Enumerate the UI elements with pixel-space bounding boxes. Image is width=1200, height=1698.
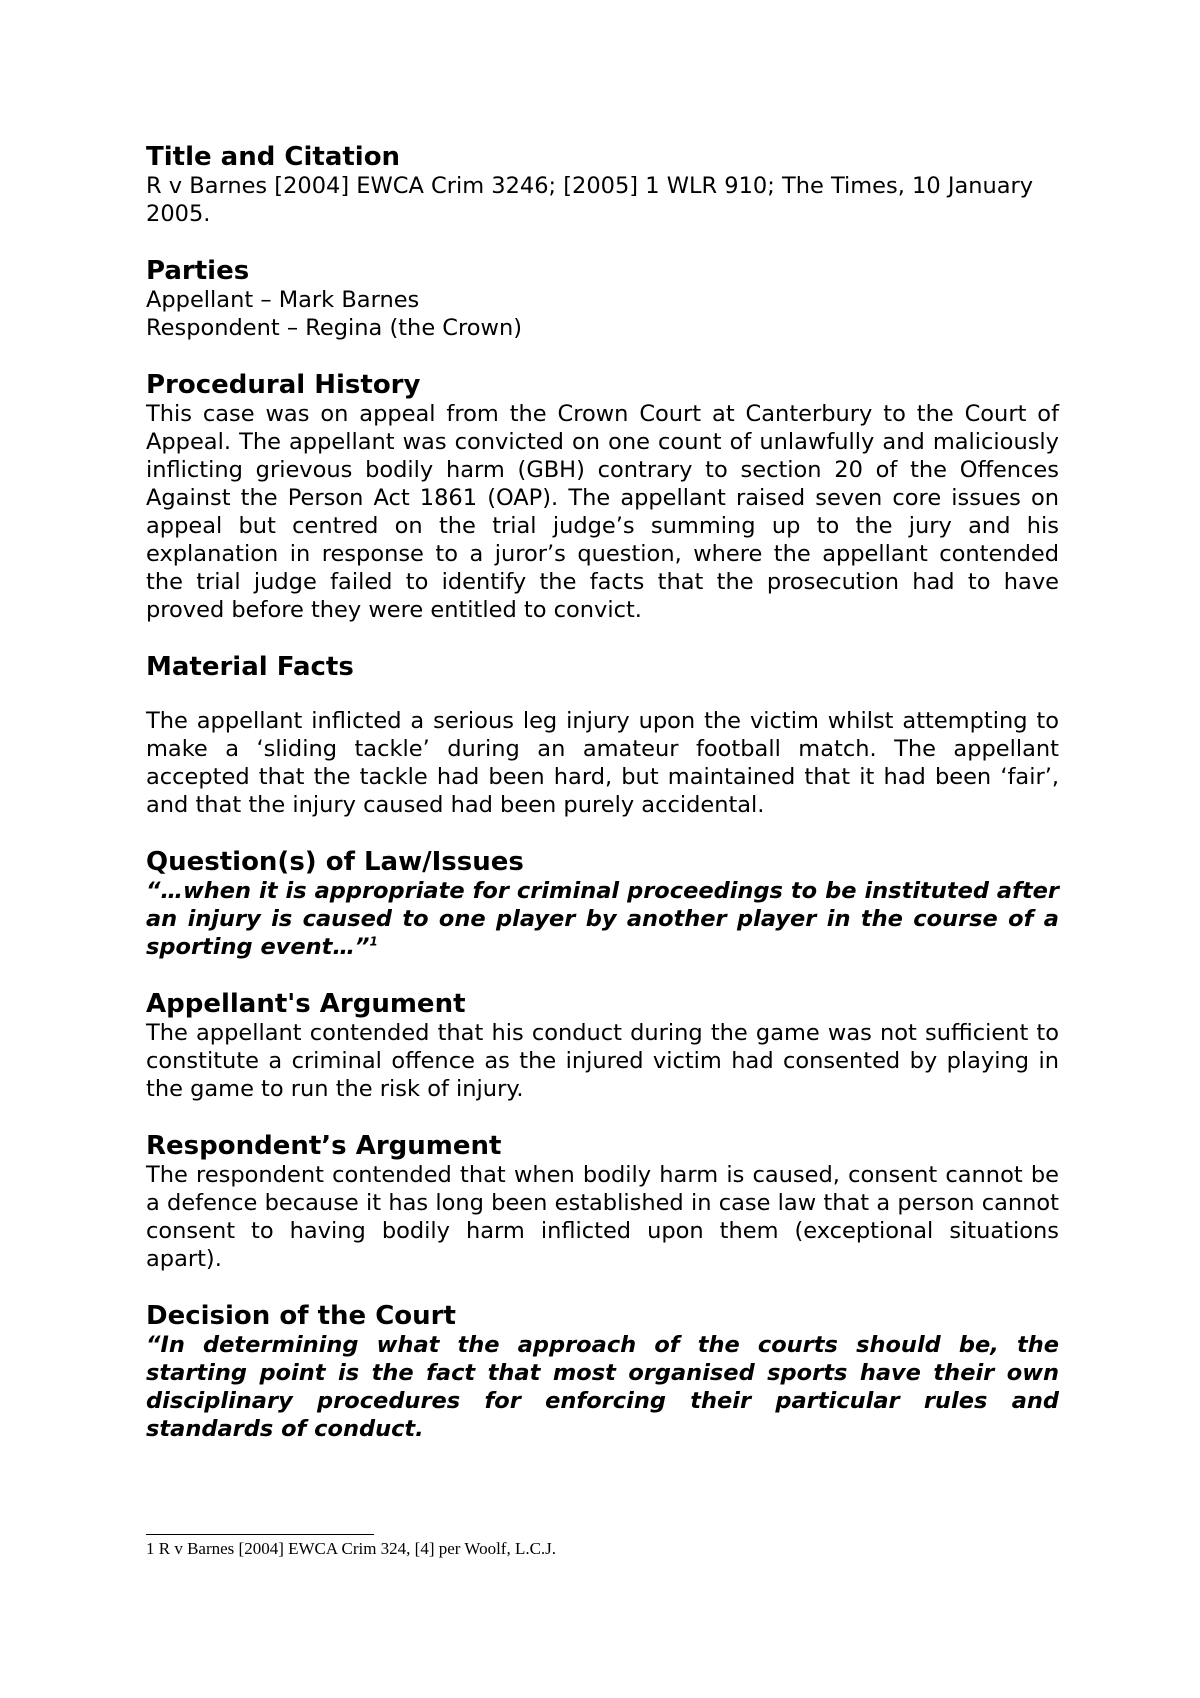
questions-of-law-quote <box>146 877 1059 961</box>
appellant-argument-heading: Appellant's Argument <box>146 989 466 1019</box>
title-citation-heading: Title and Citation <box>146 142 401 172</box>
footnote-separator <box>146 1534 374 1535</box>
appellant-party: Appellant – Mark Barnes <box>146 287 420 313</box>
respondent-party: Respondent – Regina (the Crown) <box>146 315 522 341</box>
document-page <box>146 143 1059 1443</box>
footnote-text: 1 R v Barnes [2004] EWCA Crim 324, [4] per Woolf, L.C.J. <box>146 1539 557 1558</box>
procedural-history-heading: Procedural History <box>146 370 421 400</box>
appellant-argument-text: The appellant contended that his conduct during the game was not sufficient to constitute a criminal offence as the injured victim had consented by playing in the game to run the risk of injury. <box>146 1020 1059 1102</box>
procedural-history-text: This case was on appeal from the Crown Court at Canterbury to the Court of Appeal. The appellant was convicted on one count of unlawfully and maliciously inflicting grievous bodily harm (GBH) contrary to section 20 of the Offences Against the Person Act 1861 (OAP). The appellant raised seven core issues on appeal but centred on the trial judge’s summing up to the jury and his explanation in response to a juror’s question, where the appellant contended the trial judge failed to identify the facts that the prosecution had to have proved before they were entitled to convict. <box>146 401 1059 623</box>
questions-quote-text: “…when it is appropriate for criminal proceedings to be instituted after an injury is caused to one player by another player in the course of a sporting event…” <box>146 878 1059 960</box>
respondent-argument-text: The respondent contended that when bodily harm is caused, consent cannot be a defence because it has long been established in case law that a person cannot consent to having bodily harm inflicted upon them (exceptional situations apart). <box>146 1162 1059 1272</box>
citation-text: R v Barnes [2004] EWCA Crim 3246; [2005] 1 WLR 910; The Times, 10 January 2005. <box>146 173 1034 227</box>
footnote-ref: 1 <box>369 934 378 949</box>
material-facts-text: The appellant inflicted a serious leg injury upon the victim whilst attempting to make a ‘sliding tackle’ during an amateur football match. The appellant accepted that the tackle had been hard, but maintained that it had been ‘fair’, and that the injury caused had been purely accidental. <box>146 708 1059 818</box>
decision-quote: “In determining what the approach of the courts should be, the starting point is the fact that most organised sports have their own disciplinary procedures for enforcing their particular rules and standards of conduct. <box>146 1332 1059 1442</box>
material-facts-heading: Material Facts <box>146 652 354 682</box>
decision-heading: Decision of the Court <box>146 1301 456 1331</box>
respondent-argument-heading: Respondent’s Argument <box>146 1131 502 1161</box>
questions-of-law-heading: Question(s) of Law/Issues <box>146 847 524 877</box>
parties-heading: Parties <box>146 256 250 286</box>
